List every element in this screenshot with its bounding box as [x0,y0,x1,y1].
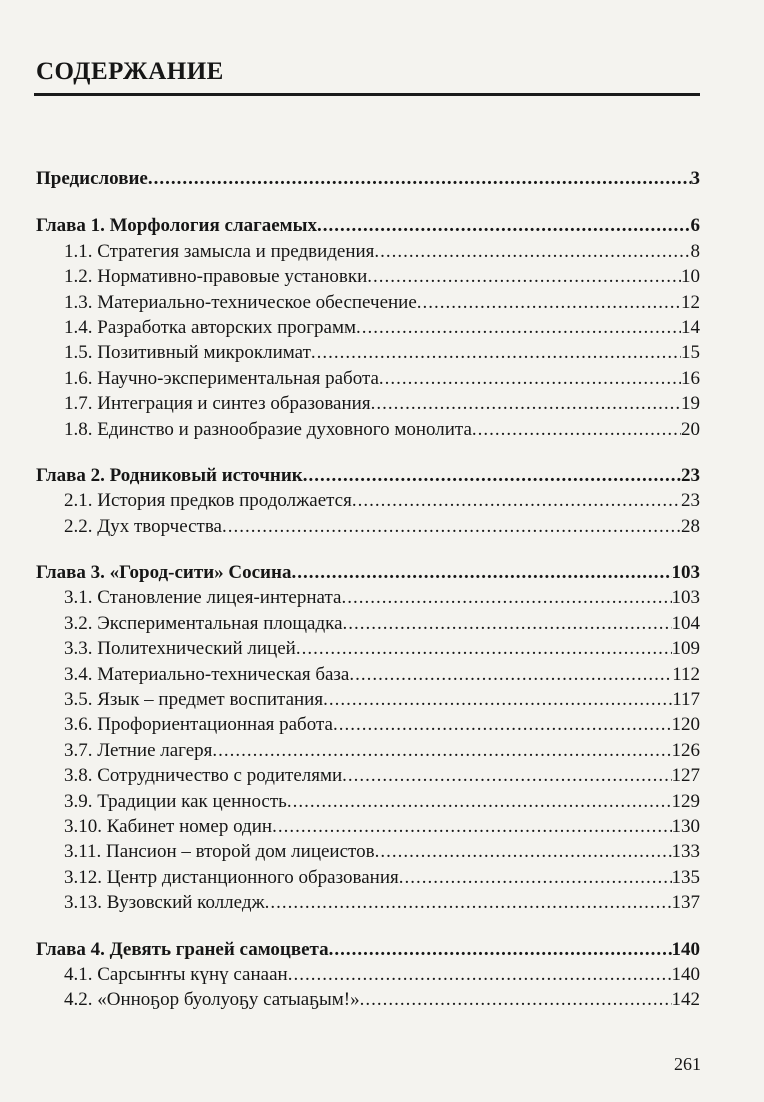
dot-leader [311,340,681,365]
dot-leader [399,865,672,890]
toc-entry-page: 10 [681,266,700,288]
toc-entry-label: 3.9. Традиции как ценность [64,790,287,812]
toc-entry-page: 20 [681,418,700,440]
dot-leader [317,213,691,238]
toc-entry-label: 1.5. Позитивный микроклимат [64,342,311,364]
toc-entry-label: 1.8. Единство и разнообразие духовного монолита [64,418,472,440]
toc-entry-label: Глава 4. Девять граней самоцвета [36,938,329,960]
toc-entry-label: 3.6. Профориентационная работа [64,714,333,736]
toc-entry-section[interactable] [36,890,700,915]
toc-entry-page: 127 [671,765,700,787]
dot-leader [360,987,672,1012]
toc-entry-section[interactable] [36,839,700,864]
dot-leader [379,366,681,391]
toc-entry-page: 103 [671,587,700,609]
toc-entry-page: 140 [671,938,700,960]
toc-entry-preface[interactable] [36,166,700,191]
toc-entry-chapter[interactable] [36,560,700,585]
toc-entry-label: 3.4. Материально-техническая база [64,663,350,685]
toc-entry-section[interactable] [36,789,700,814]
toc-entry-label: 4.1. Сарсыҥҥы күнү санаан [64,963,288,985]
toc-entry-label: 1.1. Стратегия замысла и предвидения [64,240,375,262]
table-of-contents [36,166,700,1034]
toc-entry-section[interactable] [36,865,700,890]
toc-entry-label: 3.7. Летние лагеря [64,739,213,761]
toc-entry-label: 3.11. Пансион – второй дом лицеистов [64,841,375,863]
page-number: 261 [674,1054,701,1074]
chapter-group [36,937,700,1013]
dot-leader [287,789,672,814]
toc-entry-page: 140 [671,963,700,985]
toc-entry-label: Глава 1. Морфология слагаемых [36,215,317,237]
toc-entry-section[interactable] [36,687,700,712]
toc-entry-label: 4.2. «Онноҕор буолуоҕу сатыаҕым!» [64,989,360,1011]
toc-entry-page: 130 [671,815,700,837]
dot-leader [374,239,690,264]
toc-entry-page: 142 [671,989,700,1011]
toc-entry-label: 3.3. Политехнический лицей [64,638,296,660]
toc-entry-page: 120 [671,714,700,736]
toc-entry-section[interactable] [36,585,700,610]
toc-entry-chapter[interactable] [36,213,700,238]
dot-leader [296,636,672,661]
toc-entry-section[interactable] [36,417,700,442]
dot-leader [367,264,681,289]
toc-entry-label: 3.12. Центр дистанционного образования [64,866,399,888]
dot-leader [343,611,672,636]
toc-entry-section[interactable] [36,340,700,365]
toc-entry-label: 3.13. Вузовский колледж [64,892,265,914]
toc-entry-page: 14 [681,316,700,338]
toc-entry-label: Глава 2. Родниковый источник [36,464,303,486]
toc-entry-label: 1.6. Научно-экспериментальная работа [64,367,379,389]
dot-leader [265,890,672,915]
toc-entry-section[interactable] [36,264,700,289]
toc-entry-label: 1.2. Нормативно-правовые установки [64,266,368,288]
dot-leader [303,463,681,488]
toc-entry-page: 6 [690,215,700,237]
toc-entry-section[interactable] [36,738,700,763]
dot-leader [352,488,681,513]
toc-entry-page: 8 [690,240,700,262]
dot-leader [417,290,681,315]
toc-entry-label: 3.10. Кабинет номер один [64,815,273,837]
toc-entry-label: 1.4. Разработка авторских программ [64,316,357,338]
toc-entry-section[interactable] [36,712,700,737]
toc-entry-section[interactable] [36,391,700,416]
toc-entry-page: 117 [672,689,700,711]
toc-entry-page: 3 [690,168,700,189]
toc-entry-section[interactable] [36,611,700,636]
toc-entry-page: 133 [671,841,700,863]
toc-entry-label: 3.5. Язык – предмет воспитания [64,689,324,711]
toc-entry-page: 23 [681,490,700,512]
dot-leader [341,585,671,610]
toc-entry-page: 28 [681,515,700,537]
toc-entry-section[interactable] [36,763,700,788]
dot-leader [371,391,681,416]
toc-entry-section[interactable] [36,636,700,661]
toc-entry-page: 109 [671,638,700,660]
toc-entry-label: 3.2. Экспериментальная площадка [64,612,343,634]
toc-entry-page: 137 [671,892,700,914]
page-title: СОДЕРЖАНИЕ [36,58,224,85]
dot-leader [148,166,691,191]
dot-leader [222,514,681,539]
chapter-group [36,213,700,442]
toc-entry-page: 103 [671,562,700,584]
toc-entry-page: 129 [671,790,700,812]
dot-leader [472,417,681,442]
toc-entry-label: 1.3. Материально-техническое обеспечение [64,291,417,313]
dot-leader [333,712,672,737]
dot-leader [288,962,672,987]
toc-entry-section[interactable] [36,366,700,391]
toc-entry-page: 12 [681,291,700,313]
dot-leader [375,839,672,864]
toc-entry-section[interactable] [36,315,700,340]
toc-entry-label: Предисловие [36,168,148,189]
dot-leader [349,662,672,687]
toc-entry-page: 23 [681,464,700,486]
chapter-group [36,463,700,539]
toc-entry-section[interactable] [36,662,700,687]
toc-entry-chapter[interactable] [36,463,700,488]
dot-leader [356,315,681,340]
toc-entry-page: 135 [671,866,700,888]
toc-entry-label: Глава 3. «Город-сити» Сосина [36,562,292,584]
toc-entry-section[interactable] [36,514,700,539]
toc-entry-section[interactable] [36,239,700,264]
dot-leader [291,560,671,585]
toc-entry-label: 2.2. Дух творчества [64,515,222,537]
dot-leader [329,937,672,962]
toc-entry-page: 19 [681,393,700,415]
toc-entry-label: 1.7. Интеграция и синтез образования [64,393,371,415]
toc-entry-section[interactable] [36,290,700,315]
toc-entry-section[interactable] [36,488,700,513]
dot-leader [342,763,671,788]
toc-entry-label: 2.1. История предков продолжается [64,490,352,512]
toc-entry-page: 16 [681,367,700,389]
chapter-group [36,560,700,915]
toc-entry-label: 3.8. Сотрудничество с родителями [64,765,343,787]
toc-entry-page: 104 [671,612,700,634]
toc-entry-page: 126 [671,739,700,761]
toc-entry-label: 3.1. Становление лицея-интерната [64,587,342,609]
toc-entry-section[interactable] [36,814,700,839]
dot-leader [323,687,672,712]
toc-entry-section[interactable] [36,962,700,987]
dot-leader [212,738,671,763]
title-rule [34,93,700,96]
toc-entry-section[interactable] [36,987,700,1012]
toc-entry-chapter[interactable] [36,937,700,962]
dot-leader [272,814,671,839]
toc-entry-page: 112 [672,663,700,685]
toc-entry-page: 15 [681,342,700,364]
